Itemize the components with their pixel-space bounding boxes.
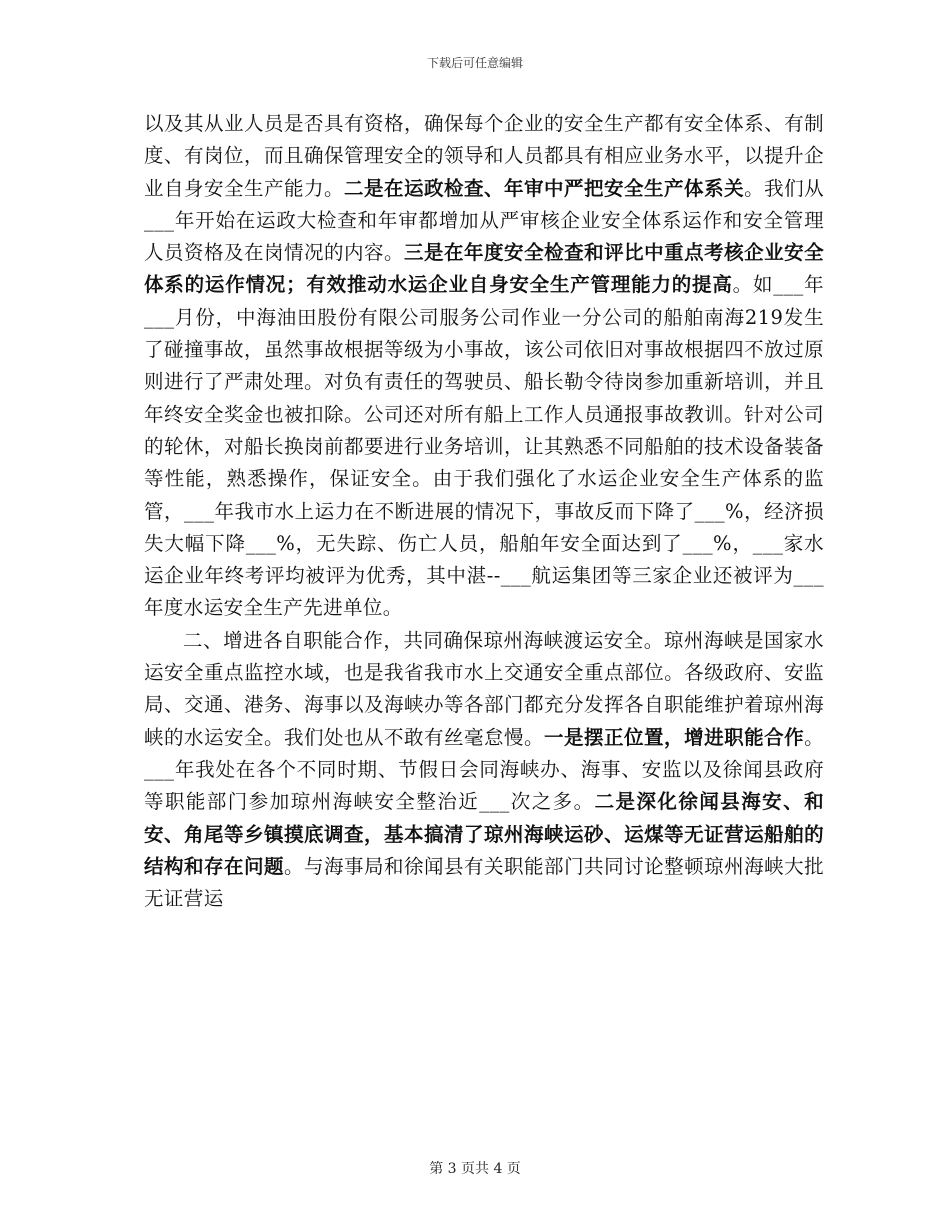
text-segment: 以及其从业人员是否具有资格，确保每个企业的安全生产都有安全体系、有制度、有岗位，而且确保管理安全的领导和人员都具有相应业务水平，以提升企业自身安全生产能力。 [144, 112, 824, 200]
text-segment: 。如___年___月份，中海油田股份有限公司服务公司作业一分公司的船舶南海219发生了碰撞事故，虽然事故根据等级为小事故，该公司依旧对事故根据四不放过原则进行了严肃处理。对负有责任的驾驶员、船长勒令待岗参加重新培训，并且年终安全奖金也被扣除。公司还对所有船上工作人员通报事故教训。针对公司的轮休，对船长换岗前都要进行业务培训，让其熟悉不同船舶的技术设备装备等性能，熟悉操作，保证安全。由于我们强化了水运企业安全生产体系的监管，___年我市水上运力在不断进展的情况下，事故反而下降了___%，经济损失大幅下降___%，无失踪、伤亡人员，船舶年安全面达到了___%，___家水运企业年终考评均被评为优秀，其中湛--___航运集团等三家企业还被评为___年度水运安全生产先进单位。 [144, 273, 825, 620]
bold-segment: 一是摆正位置，增进职能合作 [544, 725, 805, 749]
bold-segment: 三是在年度安全检查和评比中重点考核企业安全体系的运作情况；有效推动水运企业自身安全生产管理能力的提高 [144, 241, 825, 297]
text-segment: 二、增进各自职能合作，共同确保琼州海峡渡运安全。琼州海峡是国家水运安全重点监控水域，也是我省我市水上交通安全重点部位。各级政府、安监局、交通、港务、海事以及海峡办等各部门都充分发挥各自职能维护着琼州海峡的水运安全。我们处也从不敢有丝毫怠慢。 [144, 628, 824, 749]
paragraph-2 [144, 625, 824, 916]
body-text [144, 108, 824, 915]
page-footer: 第 3 页共 4 页 [429, 1161, 521, 1177]
bold-segment: 二是在运政检查、年审中严把安全生产体系关 [344, 176, 745, 200]
text-segment: 。与海事局和徐闻县有关职能部门共同讨论整顿琼州海峡大批无证营运 [144, 854, 824, 911]
page-header: 下载后可任意编辑 [426, 56, 523, 70]
bold-segment: 二是深化徐闻县海安、和安、角尾等乡镇摸底调查，基本搞清了琼州海峡运砂、运煤等无证营运船舶的结构和存在问题 [144, 790, 824, 878]
text-segment: 。我们从___年开始在运政大检查和年审都增加从严审核企业安全体系运作和安全管理人员资格及在岗情况的内容。 [144, 176, 824, 265]
paragraph-1 [144, 108, 824, 625]
text-segment: 。___年我处在各个不同时期、节假日会同海峡办、海事、安监以及徐闻县政府等职能部门参加琼州海峡安全整治近___次之多。 [144, 725, 824, 814]
